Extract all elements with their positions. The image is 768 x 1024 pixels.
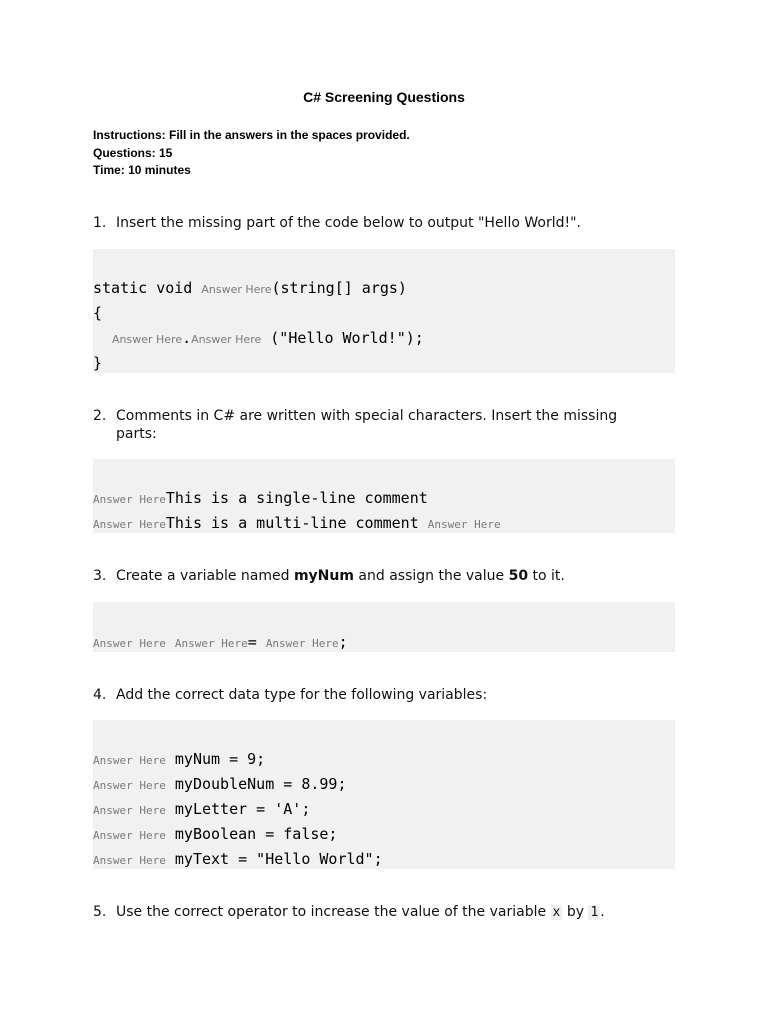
question-number: 5. [93,904,107,920]
code-line: { [93,304,103,322]
answer-field[interactable]: Answer Here [265,637,339,650]
code-line: Answer Here myDoubleNum = 8.99; [93,775,347,793]
answer-field[interactable]: Answer Here [427,518,501,531]
code-line: Answer HereThis is a single-line comment [93,489,428,507]
question-2 [93,407,673,443]
question-text: parts: [116,426,157,442]
inline-code-var: x [552,905,561,920]
answer-field[interactable]: Answer Here [93,779,166,792]
code-line: Answer Here Answer Here= Answer Here; [93,633,348,651]
answer-field[interactable]: Answer Here [112,333,183,346]
answer-field[interactable]: Answer Here [93,493,166,506]
question-text: Comments in C# are written with special characters. Insert the missing [116,408,618,424]
question-number: 2. [93,408,107,424]
answer-field[interactable]: Answer Here [93,804,166,817]
answer-field[interactable]: Answer Here [174,637,248,650]
question-text: Add the correct data type for the following variables: [116,687,488,703]
time-limit: Time: 10 minutes [93,163,191,177]
question-3: 3. Create a variable named myNum and assign the value 50 to it. [93,568,565,584]
code-line: Answer Here myLetter = 'A'; [93,800,311,818]
answer-field[interactable]: Answer Here [93,637,166,650]
answer-field[interactable]: Answer Here [93,754,166,767]
question-number: 3. [93,568,107,584]
question-number: 4. [93,687,107,703]
answer-field[interactable]: Answer Here [93,518,166,531]
variable-value: 50 [508,568,529,584]
question-text: Insert the missing part of the code below to output "Hello World!". [116,215,581,231]
question-1 [93,214,673,232]
code-line: Answer Here myBoolean = false; [93,825,338,843]
question-4 [93,686,673,704]
code-line: } [93,354,103,372]
answer-field[interactable]: Answer Here [201,283,272,296]
page-title: C# Screening Questions [303,89,465,105]
code-line: Answer Here.Answer Here ("Hello World!"); [112,329,424,347]
questions-count: Questions: 15 [93,146,173,160]
inline-code-value: 1 [590,905,599,920]
code-line: static void Answer Here(string[] args) [93,279,407,297]
answer-field[interactable]: Answer Here [93,854,166,867]
code-line: Answer HereThis is a multi-line comment Answer Here [93,514,501,532]
variable-name: myNum [293,568,354,584]
question-5: 5. Use the correct operator to increase the value of the variable x by 1 . [93,904,605,920]
answer-field[interactable]: Answer Here [93,829,166,842]
code-line: Answer Here myNum = 9; [93,750,266,768]
answer-field[interactable]: Answer Here [191,333,262,346]
code-block-1 [93,249,675,373]
instructions: Instructions: Fill in the answers in the spaces provided. [93,128,410,142]
question-number: 1. [93,215,107,231]
code-line: Answer Here myText = "Hello World"; [93,850,383,868]
